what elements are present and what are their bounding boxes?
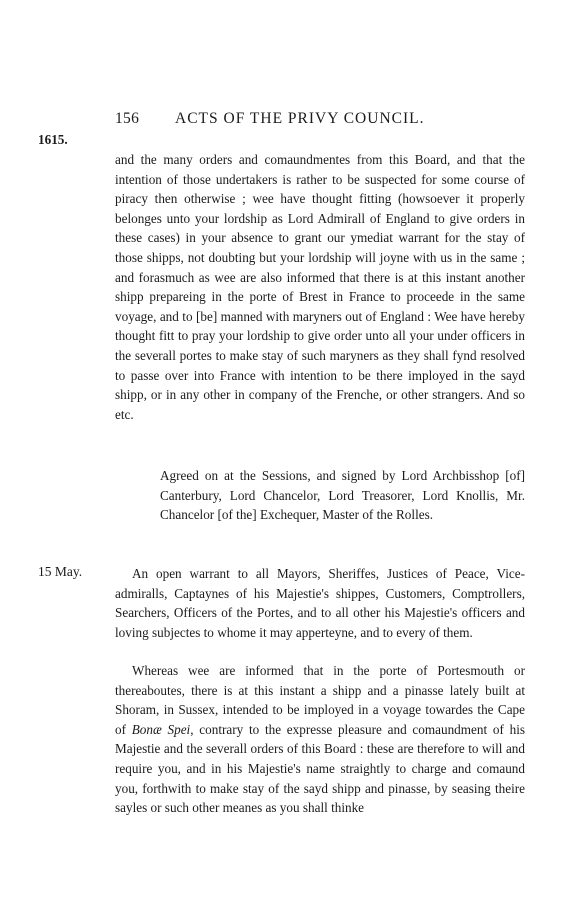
warrant-body	[115, 661, 525, 818]
paragraph-continuation: and the many orders and comaundmentes from this Board, and that the intention of those undertakers is rather to be suspected for some course of piracy then otherwise ; wee have thought fitting (howsoever it properly belonges unto your lordship as Lord Admirall of England to give orders in these cases) in your absence to grant our ymediat warrant for the stay of those shipps, not doubting but your lordship will joyne with us in the same ; and forasmuch as wee are also informed that there is at this instant another shipp prepareing in the porte of Brest in France to proceede in the same voyage, and to [be] manned with maryners out of England : Wee have hereby thought fitt to pray your lordship to give order unto all your under officers in the severall portes to make stay of such maryners as they shall fynd resolved to passe over into France with intention to be there imployed in the sayd shipp, or in any other in company of the Frenche, or other strangers. And so etc.	[115, 152, 525, 422]
margin-year: 1615.	[38, 132, 68, 147]
signatories-note: Agreed on at the Sessions, and signed by Lord Archbisshop [of] Canterbury, Lord Chancelor, Lord Treasorer, Lord Knollis, Mr. Chancelor [of the] Exchequer, Master of the Rolles.	[160, 468, 525, 523]
cape-name: Bonæ Spei	[131, 721, 191, 737]
margin-date: 15 May.	[38, 564, 83, 579]
running-header	[115, 110, 515, 130]
warrant-body-text-1: Whereas wee are informed that in the porte of Portesmouth or thereaboutes, there is at this instant a shipp and a pinasse lately built at Shoram, in Sussex, intended to be imployed in a voyage towardes the Cape of	[115, 663, 525, 737]
watermark	[33, 390, 57, 414]
warrant-body-text-2: , contrary to the expresse pleasure and comaundment of his Majestie and the severall orders of this Board : these are therefore to will and require you, and in his Majestie's name straightly to charge and comaund you, forthwith to make stay of the sayd shipp and pinasse, by seasing theire sayles or such other meanes as you shall thinke	[115, 721, 525, 816]
page-number: 156	[115, 110, 140, 127]
running-title: ACTS OF THE PRIVY COUNCIL.	[175, 110, 425, 127]
warrant-address: An open warrant to all Mayors, Sheriffes, Justices of Peace, Vice-admiralls, Captaynes of his Majestie's shippes, Customers, Comptrollers, Searchers, Officers of the Portes, and to all other his Majestie's officers and loving subjectes to whome it may apperteyne, and to every of them.	[115, 566, 525, 640]
